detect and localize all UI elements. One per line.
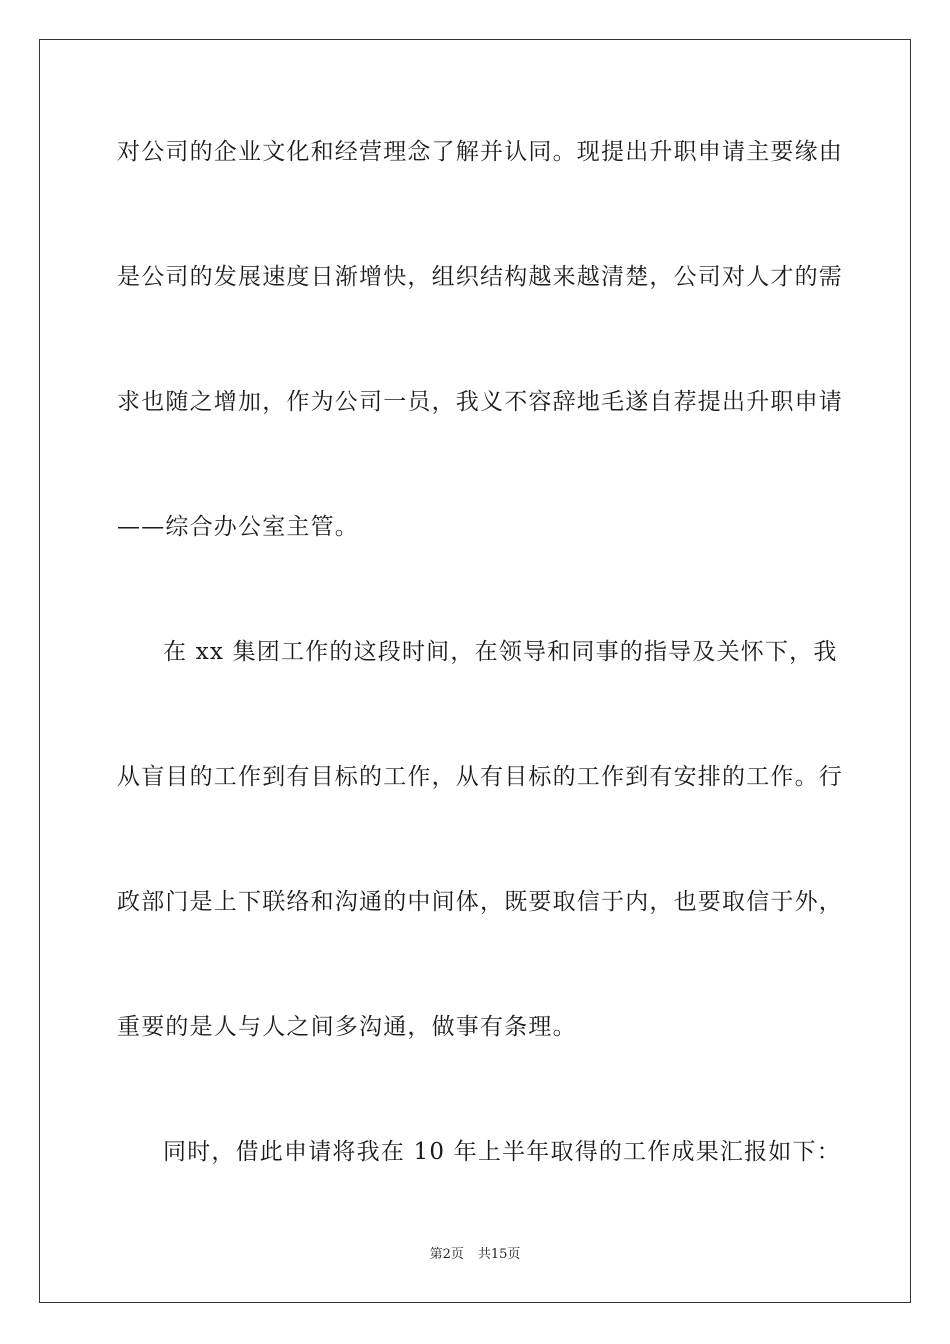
paragraph-line: 重要的是人与人之间多沟通，做事有条理。 (117, 1014, 577, 1040)
paragraph-line: 求也随之增加，作为公司一员，我义不容辞地毛遂自荐提出升职申请 (117, 389, 843, 415)
page-border (39, 39, 911, 1303)
page-number: 第2页 (429, 1247, 464, 1262)
paragraph-line: 政部门是上下联络和沟通的中间体，既要取信于内，也要取信于外， (117, 889, 843, 915)
paragraph-line: ——综合办公室主管。 (117, 514, 359, 540)
page-footer (0, 1247, 950, 1263)
paragraph-line: 从盲目的工作到有目标的工作，从有目标的工作到有安排的工作。行 (117, 764, 843, 790)
paragraph-line: 是公司的发展速度日渐增快，组织结构越来越清楚，公司对人才的需 (117, 264, 843, 290)
page-total: 共15页 (477, 1247, 521, 1262)
paragraph-line: 在 xx 集团工作的这段时间，在领导和同事的指导及关怀下，我 (163, 639, 838, 665)
paragraph-line: 同时，借此申请将我在 10 年上半年取得的工作成果汇报如下： (163, 1139, 841, 1165)
paragraph-line: 对公司的企业文化和经营理念了解并认同。现提出升职申请主要缘由 (117, 139, 843, 165)
